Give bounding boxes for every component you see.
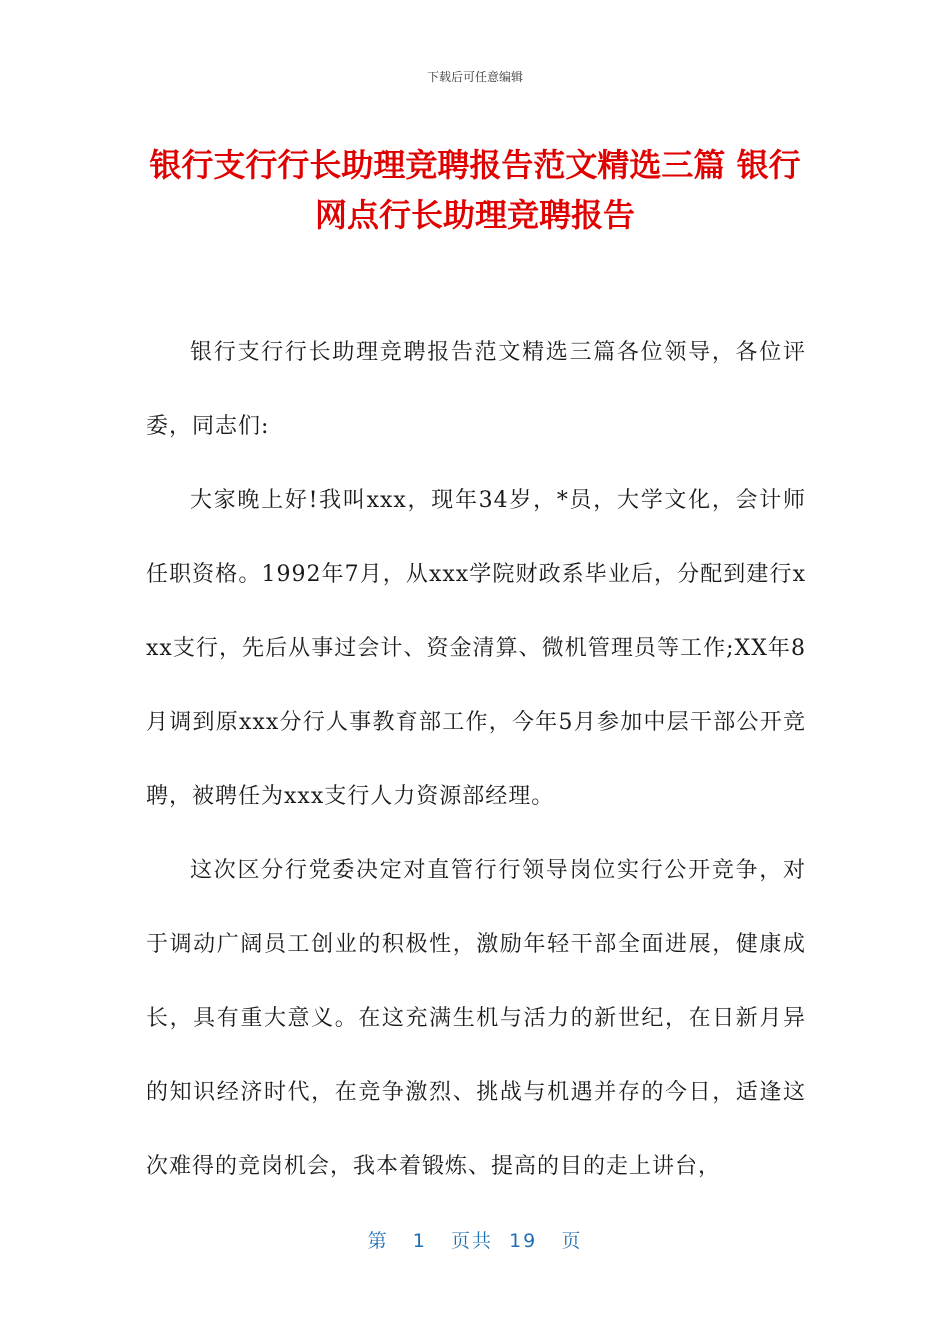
document-title: 银行支行行长助理竞聘报告范文精选三篇 银行网点行长助理竞聘报告 xyxy=(149,146,801,234)
page-footer xyxy=(0,1226,950,1253)
paragraph-introduction: 大家晚上好!我叫xxx，现年34岁，*员，大学文化，会计师任职资格。1992年7月，从xxx学院财政系毕业后，分配到建行xxx支行，先后从事过会计、资金清算、微机管理员等工作;XX年8月调到原xxx分行人事教育部工作，今年5月参加中层干部公开竞聘，被聘任为xxx支行人力资源部经理。 xyxy=(146,488,806,809)
footer-total-pages: 19 xyxy=(509,1230,538,1252)
footer-page-number: 1 xyxy=(412,1230,427,1252)
document-body xyxy=(146,316,806,1204)
footer-middle: 页共 xyxy=(450,1230,493,1252)
paragraph-motivation: 这次区分行党委决定对直管行行领导岗位实行公开竞争，对于调动广阔员工创业的积极性，激励年轻干部全面进展，健康成长，具有重大意义。在这充满生机与活力的新世纪，在日新月异的知识经济时代，在竞争激烈、挑战与机遇并存的今日，适逢这次难得的竞岗机会，我本着锻炼、提高的目的走上讲台， xyxy=(146,858,806,1179)
header-note: 下载后可任意编辑 xyxy=(426,70,523,84)
footer-prefix: 第 xyxy=(367,1230,389,1252)
paragraph-greeting: 银行支行行长助理竞聘报告范文精选三篇各位领导，各位评委，同志们: xyxy=(146,340,806,439)
footer-suffix: 页 xyxy=(561,1230,583,1252)
